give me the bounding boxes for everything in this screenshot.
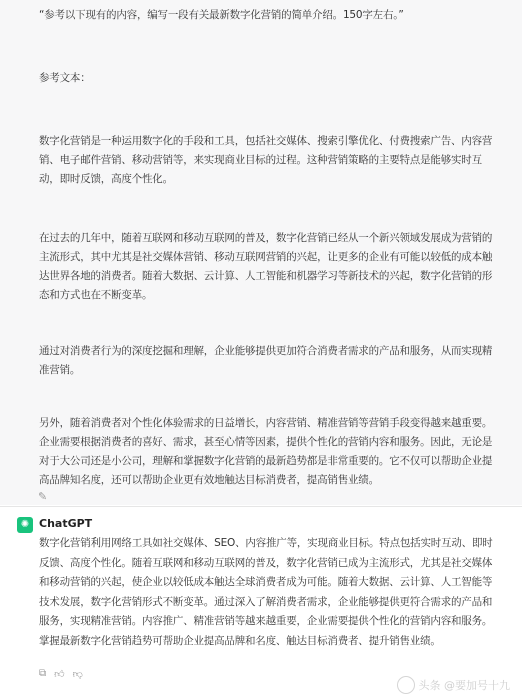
assistant-name: ChatGPT bbox=[39, 517, 93, 530]
message-divider bbox=[0, 506, 522, 507]
thumbs-up-icon[interactable]: 👍︎ bbox=[54, 669, 65, 680]
reference-paragraph-2: 在过去的几年中，随着互联网和移动互联网的普及，数字化营销已经从一个新兴领域发展成为营销的主流形式，其中尤其是社交媒体营销、移动互联网营销的兴起，让更多的企业有可能以较低的成本触达世界各地的消费者。随着大数据、云计算、人工智能和机器学习等新技术的兴起，数字化营销的形态和方式也在不断变革。 bbox=[39, 232, 493, 301]
pencil-icon[interactable]: ✎ bbox=[38, 490, 48, 503]
watermark-logo-icon bbox=[397, 676, 415, 694]
reference-paragraph-3: 通过对消费者行为的深度挖掘和理解，企业能够提供更加符合消费者需求的产品和服务，从而实现精准营销。 bbox=[39, 345, 493, 376]
watermark-text: 头条 @要加号十九 bbox=[418, 679, 510, 692]
reference-paragraph-1: 数字化营销是一种运用数字化的手段和工具，包括社交媒体、搜索引擎优化、付费搜索广告、内容营销、电子邮件营销、移动营销等，来实现商业目标的过程。这种营销策略的主要特点是能够实时互动，即时反馈，高度个性化。 bbox=[39, 135, 493, 185]
reference-label: 参考文本： bbox=[39, 72, 91, 84]
thumbs-down-icon[interactable]: 👎︎ bbox=[72, 669, 83, 680]
watermark bbox=[397, 676, 511, 694]
user-prompt: “参考以下现有的内容，编写一段有关最新数字化营销的简单介绍。150字左右。” bbox=[39, 9, 404, 21]
assistant-reply: 数字化营销利用网络工具如社交媒体、SEO、内容推广等，实现商业目标。特点包括实时互动、即时反馈、高度个性化。随着互联网和移动互联网的普及，数字化营销已成为主流形式，尤其是社交媒体和移动营销的兴起，使企业以较低成本触达全球消费者成为可能。随着大数据、云计算、人工智能等技术发展，数字化营销形式不断变革。通过深入了解消费者需求，企业能够提供更符合需求的产品和服务，实现精准营销。内容推广、精准营销等越来越重要，企业需要提供个性化的营销内容和服务。掌握最新数字化营销趋势可帮助企业提高品牌和名度、触达目标消费者、提升销售业绩。 bbox=[39, 537, 493, 647]
chatgpt-avatar-icon: ✺ bbox=[17, 517, 33, 533]
copy-icon[interactable]: ⧉ bbox=[39, 668, 47, 679]
message-actions bbox=[39, 668, 83, 680]
reference-paragraph-4: 另外，随着消费者对个性化体验需求的日益增长，内容营销、精准营销等营销手段变得越来越重要。企业需要根据消费者的喜好、需求，甚至心情等因素，提供个性化的营销内容和服务。因此，无论是对于大公司还是小公司，理解和掌握数字化营销的最新趋势都是非常重要的。它不仅可以帮助企业提高品牌知名度，还可以帮助企业更有效地触达目标消费者，提高销售业绩。 bbox=[39, 417, 493, 486]
